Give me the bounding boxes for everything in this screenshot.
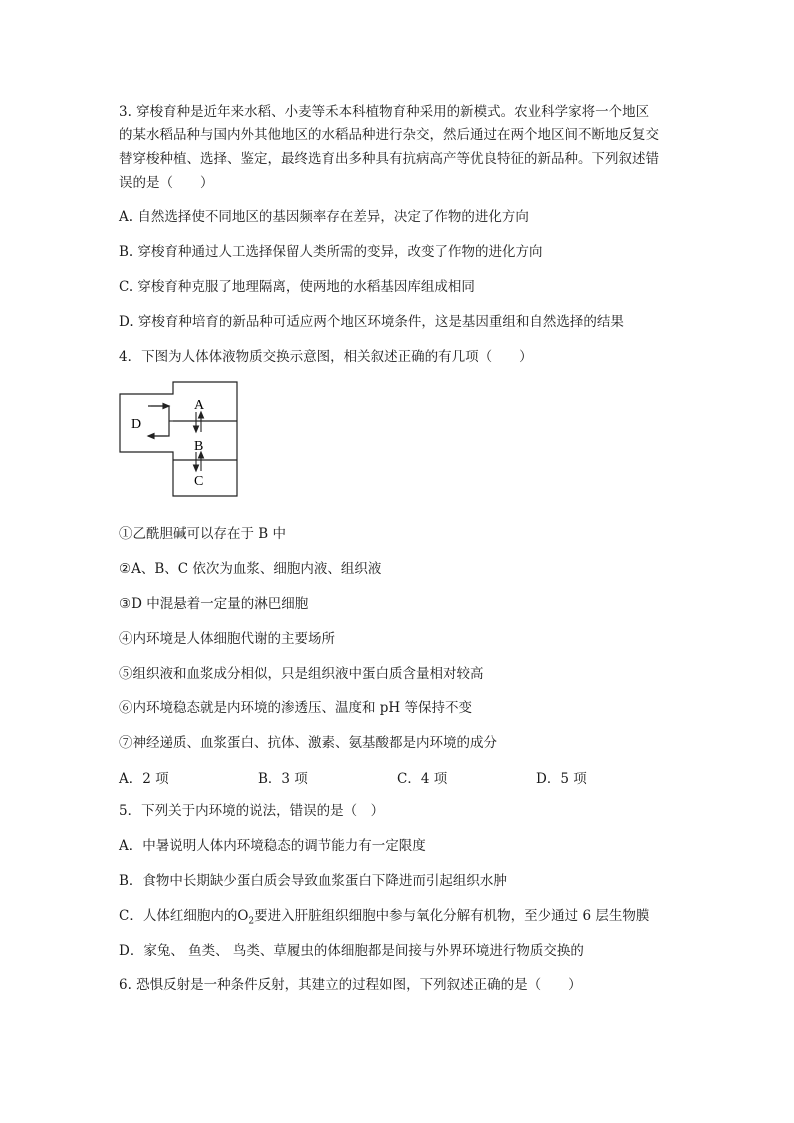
q4-options-row	[119, 767, 679, 785]
q3-option-a: A. 自然选择使不同地区的基因频率存在差异，决定了作物的进化方向	[119, 209, 529, 225]
d-arrow-left	[148, 434, 154, 439]
label-c: C	[194, 474, 204, 489]
diagram-outline	[120, 382, 237, 496]
q3-stem-line-3: 替穿梭种植、选择、鉴定，最终选育出多种具有抗病高产等优良特征的新品种。下列叙述错	[119, 151, 659, 167]
q5-option-c-prefix: C．人体红细胞内的	[119, 908, 238, 924]
q4-option-d: D．5 项	[536, 771, 587, 787]
d-arrow-right	[163, 404, 169, 409]
d-loop	[148, 406, 169, 436]
q3-stem-line-1: 3. 穿梭育种是近年来水稻、小麦等禾本科植物育种采用的新模式。农业科学家将一个地区	[119, 104, 650, 120]
label-a: A	[194, 398, 205, 413]
q4-option-a: A．2 项	[119, 771, 169, 787]
q5-option-c	[119, 907, 649, 931]
q3-stem-line-4: 误的是（ ）	[119, 175, 214, 191]
q4-statement-6: ⑥内环境稳态就是内环境的渗透压、温度和 pH 等保持不变	[119, 700, 472, 716]
q5-option-b: B．食物中长期缺少蛋白质会导致血浆蛋白下降进而引起组织水肿	[119, 873, 507, 889]
q4-statement-4: ④内环境是人体细胞代谢的主要场所	[119, 631, 335, 647]
q4-stem: 4．下图为人体体液物质交换示意图，相关叙述正确的有几项（ ）	[119, 349, 533, 365]
a-b-exchange-arrows	[194, 412, 204, 432]
q5-option-c-rest: 要进入肝脏组织细胞中参与氧化分解有机物，至少通过 6 层生物膜	[254, 908, 650, 924]
q4-statement-7: ⑦神经递质、血浆蛋白、抗体、激素、氨基酸都是内环境的成分	[119, 735, 497, 751]
oxygen-formula: $O_2$	[237, 908, 255, 927]
q4-statement-2: ②A、B、C 依次为血浆、细胞内液、组织液	[119, 561, 382, 577]
q4-statement-1: ①乙酰胆碱可以存在于 B 中	[119, 526, 287, 542]
label-b: B	[194, 439, 204, 454]
q6-stem: 6. 恐惧反射是一种条件反射，其建立的过程如图，下列叙述正确的是（ ）	[119, 977, 582, 993]
q3-option-b: B. 穿梭育种通过人工选择保留人类所需的变异，改变了作物的进化方向	[119, 244, 543, 260]
q3-option-c: C. 穿梭育种克服了地理隔离，使两地的水稻基因库组成相同	[119, 279, 475, 295]
body-fluid-exchange-diagram	[115, 378, 245, 500]
q4-statement-3: ③D 中混悬着一定量的淋巴细胞	[119, 596, 309, 612]
b-c-exchange-arrows	[194, 452, 204, 471]
q4-option-b: B．3 项	[258, 771, 308, 787]
q4-statement-5: ⑤组织液和血浆成分相似，只是组织液中蛋白质含量相对较高	[119, 666, 484, 682]
q5-stem: 5．下列关于内环境的说法，错误的是（ ）	[119, 803, 385, 819]
q5-option-d: D．家兔、 鱼类、 鸟类、草履虫的体细胞都是间接与外界环境进行物质交换的	[119, 943, 584, 959]
label-d: D	[131, 417, 142, 432]
q4-option-c: C．4 项	[397, 771, 448, 787]
q5-option-a: A．中暑说明人体内环境稳态的调节能力有一定限度	[119, 838, 426, 854]
q3-option-d: D. 穿梭育种培育的新品种可适应两个地区环境条件，这是基因重组和自然选择的结果	[119, 314, 624, 330]
q3-stem-line-2: 的某水稻品种与国内外其他地区的水稻品种进行杂交，然后通过在两个地区间不断地反复交	[119, 127, 659, 143]
